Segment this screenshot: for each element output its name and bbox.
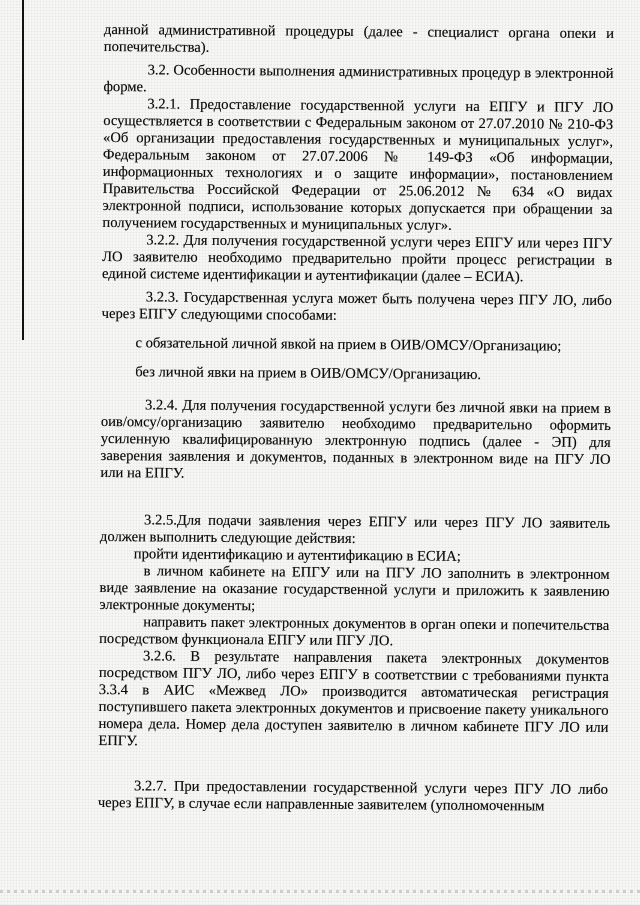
document-body xyxy=(98,22,614,816)
paragraph-3-2-6: 3.2.6. В результате направления пакета электронных документов посредством ПГУ ЛО, либо через ЕПГУ в соответствии с требованиями пункта 3.3.4 в АИС «Межвед ЛО» производится автоматическая регистрация поступившего пакета электронных документов и присвоение пакету уникального номера дела. Номер дела доступен заявителю в личном кабинете ПГУ ЛО или ЕПГУ. xyxy=(98,648,610,750)
list-item-with-visit: с обязательной личной явкой на прием в ОИВ/ОМСУ/Организацию; xyxy=(135,335,562,355)
paragraph-3-2-1: 3.2.1. Предоставление государственной услуги на ЕПГУ и ПГУ ЛО осуществляется в соответствии с Федеральным законом от 27.07.2010 № 210-ФЗ «Об организации предоставления государственных и муниципальных услуг», Федеральным законом от 27.07.2006 № 149-ФЗ «Об информации, информационных технологиях и о защите информации», постановлением Правительства Российской Федерации от 25.06.2012 № 634 «О видах электронной подписи, использование которых допускается при обращении за получением государственных и муниципальных услуг». xyxy=(102,96,614,234)
step-identification: пройти идентификацию и аутентификацию в ЕСИА; xyxy=(133,546,461,565)
paragraph-3-2-7: 3.2.7. При предоставлении государственной услуги через ПГУ ЛО либо через ЕПГУ, в случае если направленные заявителем (уполномоченным xyxy=(97,778,609,815)
paragraph-continuation: данной административной процедуры (далее - специалист органа опеки и попечительства). xyxy=(103,22,614,56)
paragraph-3-2-4: 3.2.4. Для получения государственной услуги без личной явки на прием в оив/омсу/организацию заявителю необходимо предварительно оформить усиленную квалифицированную электронную подпись (далее - ЭП) для заверения заявления и документов, поданных в электронном виде на ПГУ ЛО или на ЕПГУ. xyxy=(100,397,612,482)
binding-edge-line xyxy=(22,0,24,340)
paragraph-3-2-3: 3.2.3. Государственная услуга может быть получена через ПГУ ЛО, либо через ЕПГУ следующими способами: xyxy=(101,289,612,324)
paragraph-3-2-5: 3.2.5.Для подачи заявления через ЕПГУ или через ПГУ ЛО заявитель должен выполнить следующие действия: xyxy=(99,512,611,547)
step-send-package: направить пакет электронных документов в орган опеки и попечительства посредством функционала ЕПГУ или ПГУ ЛО. xyxy=(99,614,610,650)
scan-bottom-rule xyxy=(0,890,640,893)
step-fill-application: в личном кабинете на ЕПГУ или на ПГУ ЛО заполнить в электронном виде заявление на оказание государственной услуги и приложить к заявлению электронные документы; xyxy=(99,563,610,615)
section-3-2-heading: 3.2. Особенности выполнения административных процедур в электронной форме. xyxy=(103,62,614,96)
list-item-without-visit: без личной явки на прием в ОИВ/ОМСУ/Организацию. xyxy=(135,364,482,383)
paragraph-3-2-2: 3.2.2. Для получения государственной услуги через ЕПГУ или через ПГУ ЛО заявителю необходимо предварительно пройти процесс регистрации в единой системе идентификации и аутентификации (далее – ЕСИА). xyxy=(101,232,613,286)
